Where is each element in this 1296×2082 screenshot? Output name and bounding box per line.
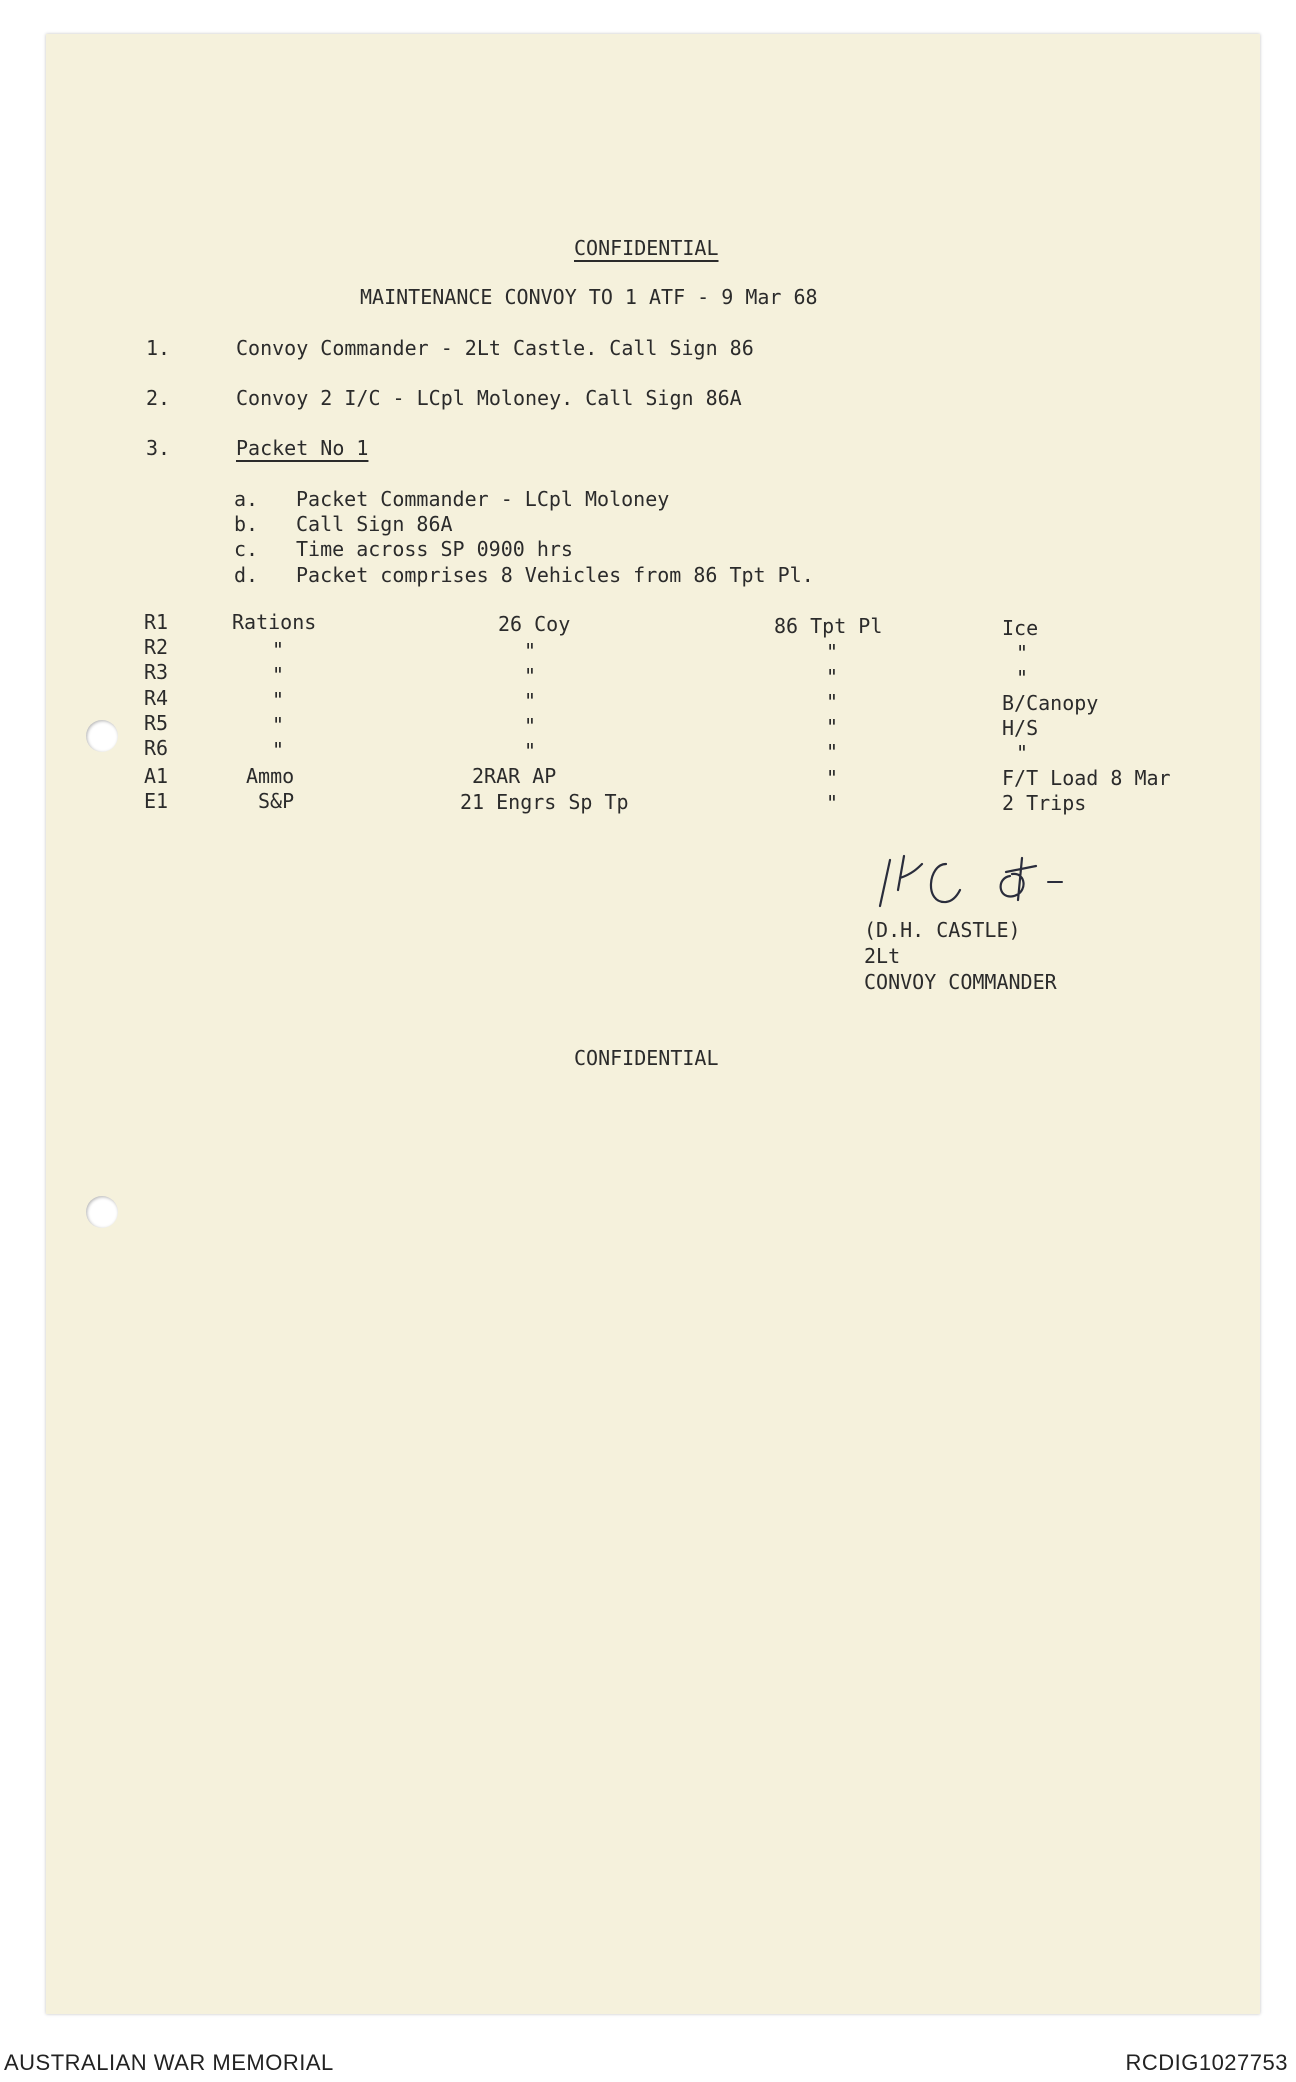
unit-cell: 2RAR AP xyxy=(472,764,557,788)
load-cell: S&P xyxy=(258,789,295,813)
vehicle-id: R4 xyxy=(144,686,169,710)
classification-top: CONFIDENTIAL xyxy=(574,236,719,260)
classification-bottom: CONFIDENTIAL xyxy=(574,1046,719,1070)
note-cell: " xyxy=(1016,641,1029,665)
para-1-number: 1. xyxy=(146,336,171,360)
vehicle-id: R2 xyxy=(144,635,169,659)
from-cell: " xyxy=(826,791,839,815)
from-cell: " xyxy=(826,690,839,714)
note-cell: 2 Trips xyxy=(1002,791,1087,815)
load-cell: " xyxy=(272,688,285,712)
vehicle-id: R5 xyxy=(144,711,169,735)
subpara-a-text: Packet Commander - LCpl Moloney xyxy=(296,487,670,511)
subpara-a-letter: a. xyxy=(234,487,259,511)
document-title: MAINTENANCE CONVOY TO 1 ATF - 9 Mar 68 xyxy=(360,285,818,309)
vehicle-id: A1 xyxy=(144,764,169,788)
note-cell: F/T Load 8 Mar xyxy=(1002,766,1171,790)
unit-cell: " xyxy=(524,639,537,663)
note-cell: Ice xyxy=(1002,616,1039,640)
note-cell: " xyxy=(1016,741,1029,765)
para-3-number: 3. xyxy=(146,436,171,460)
load-cell: " xyxy=(272,713,285,737)
vehicle-id: R1 xyxy=(144,610,169,634)
load-cell: Ammo xyxy=(246,764,295,788)
subpara-b-text: Call Sign 86A xyxy=(296,512,453,536)
para-2-text: Convoy 2 I/C - LCpl Moloney. Call Sign 86A xyxy=(236,386,742,410)
punch-hole-top xyxy=(86,720,118,752)
subpara-c-text: Time across SP 0900 hrs xyxy=(296,537,573,561)
from-cell: " xyxy=(826,740,839,764)
punch-hole-bottom xyxy=(86,1196,118,1228)
unit-cell: " xyxy=(524,739,537,763)
para-1-text: Convoy Commander - 2Lt Castle. Call Sign 86 xyxy=(236,336,754,360)
unit-cell: " xyxy=(524,714,537,738)
unit-cell: 26 Coy xyxy=(498,612,571,636)
load-cell: " xyxy=(272,663,285,687)
load-cell: Rations xyxy=(232,610,317,634)
from-cell: " xyxy=(826,640,839,664)
handwritten-signature xyxy=(860,838,1120,918)
footer-record-id: RCDIG1027753 xyxy=(1125,2050,1288,2075)
signature-rank: 2Lt xyxy=(864,944,901,968)
vehicle-id: R6 xyxy=(144,736,169,760)
from-cell: " xyxy=(826,715,839,739)
subpara-d-text: Packet comprises 8 Vehicles from 86 Tpt Pl. xyxy=(296,563,814,587)
from-cell: " xyxy=(826,665,839,689)
load-cell: " xyxy=(272,738,285,762)
load-cell: " xyxy=(272,638,285,662)
note-cell: H/S xyxy=(1002,716,1039,740)
footer-institution: AUSTRALIAN WAR MEMORIAL xyxy=(4,2050,334,2075)
unit-cell: 21 Engrs Sp Tp xyxy=(460,790,629,814)
document-page xyxy=(46,34,1260,2014)
note-cell: " xyxy=(1016,666,1029,690)
vehicle-id: E1 xyxy=(144,789,169,813)
unit-cell: " xyxy=(524,689,537,713)
para-2-number: 2. xyxy=(146,386,171,410)
signature-role: CONVOY COMMANDER xyxy=(864,970,1057,994)
signature-name: (D.H. CASTLE) xyxy=(864,918,1021,942)
subpara-c-letter: c. xyxy=(234,537,259,561)
vehicle-id: R3 xyxy=(144,660,169,684)
note-cell: B/Canopy xyxy=(1002,691,1099,715)
from-cell: " xyxy=(826,766,839,790)
unit-cell: " xyxy=(524,664,537,688)
subpara-d-letter: d. xyxy=(234,563,259,587)
para-3-text: Packet No 1 xyxy=(236,436,369,460)
subpara-b-letter: b. xyxy=(234,512,259,536)
from-cell: 86 Tpt Pl xyxy=(774,614,883,638)
